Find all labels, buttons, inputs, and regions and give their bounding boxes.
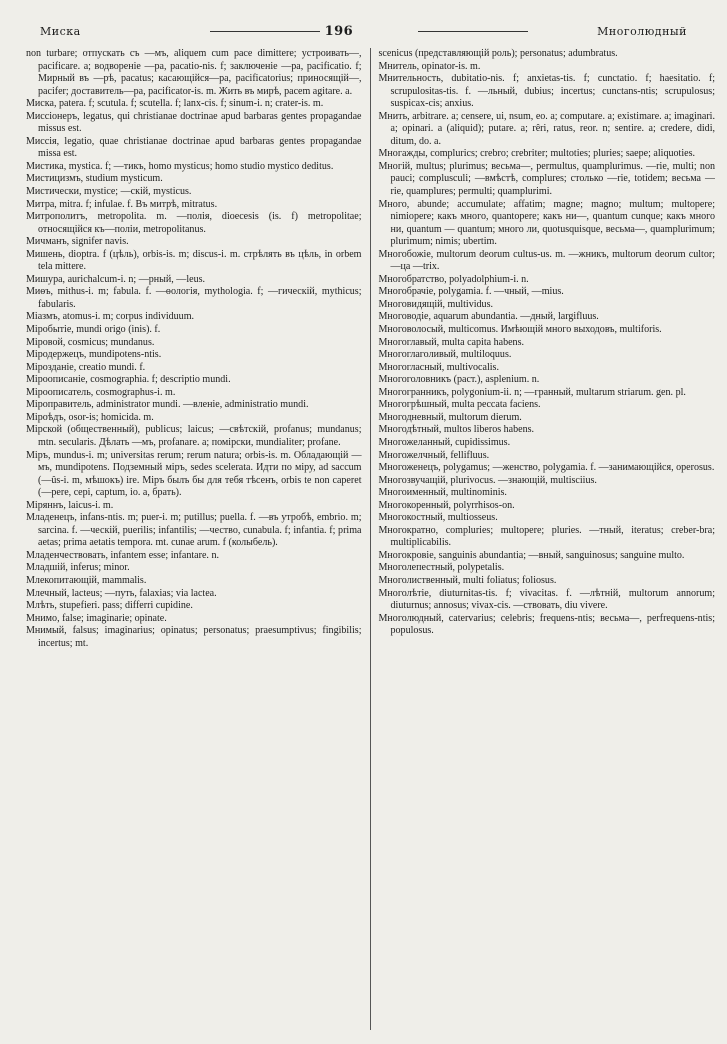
dictionary-entry: Мнительность, dubitatio-nis. f; anxietas-tis. f; cunctatio. f; haesitatio. f; scrupulositas-tis. f. —льный, dubius; incertus; cunctans-ntis; scrupulosus; suspicax-cis; anxius. bbox=[378, 73, 715, 110]
dictionary-entry: Мнитель, opinator-is. m. bbox=[378, 60, 481, 72]
dictionary-entry: Многобратство, polyadolphium-i. n. bbox=[378, 273, 529, 285]
dictionary-entry: Многогласный, multivocalis. bbox=[378, 361, 499, 373]
dictionary-entry: Многобрачіе, polygamia. f. —чный, —mius. bbox=[378, 286, 564, 298]
running-header bbox=[40, 22, 687, 40]
dictionary-entry: Мірозданіе, creatio mundi. f. bbox=[26, 361, 146, 373]
dictionary-entry: Многолепестный, polypetalis. bbox=[378, 562, 505, 574]
two-column-body bbox=[26, 48, 715, 1030]
dictionary-entry: Многозвучащій, plurivocus. —знающій, multisciius. bbox=[378, 474, 597, 486]
dictionary-entry: Міродержецъ, mundipotens-ntis. bbox=[26, 349, 162, 361]
dictionary-entry: Мнимый, falsus; imaginarius; opinatus; personatus; praesumptivus; fingibilis; incertus; mt. bbox=[26, 625, 362, 649]
dictionary-entry: Міробытіе, mundi origo (inis). f. bbox=[26, 324, 161, 336]
dictionary-entry: Младенецъ, infans-ntis. m; puer-i. m; putillus; puella. f. —въ утробѣ, embrio. m; sarcina. f. —ческій, puerilis; infantilis; —чество, cunabula. f; infantia. f; prima aetas; prima aetatis tempora. mt. cunae arum. f (колыбель). bbox=[26, 512, 362, 549]
dictionary-entry: Мистика, mystica. f; —тикъ, homo mysticus; homo studio mystico deditus. bbox=[26, 160, 334, 172]
dictionary-entry: Мистически, mystice; —скій, mysticus. bbox=[26, 186, 192, 198]
dictionary-entry: Мірской (общественный), publicus; laicus; —свѣтскій, profanus; mundanus; mtn. secularis. Дѣлать —мъ, profanare. a; помірски, mundialiter; profane. bbox=[26, 424, 362, 448]
right-column bbox=[371, 48, 716, 1030]
dictionary-entry: non turbare; отпускать съ —мъ, aliquem cum pace dimittere; устроивать—, pacificare. a; водвореніе —pa, pacatio-nis. f; заключеніе —pa, pacificatio. f; Мирный въ —рѣ, pacatus; касающійся—pa, pacificatorius; приносящій—, pacifer; доставитель—pa, pacificator-is. m. Жить въ мирѣ, pacem agitare. a. bbox=[26, 48, 362, 97]
header-left-word: Миска bbox=[40, 24, 81, 38]
dictionary-entry: Митрополитъ, metropolita. m. —полія, dioecesis (is. f) metropolitae; относящійся къ—поліи, metropolitanus. bbox=[26, 211, 362, 235]
dictionary-entry: Многоглаголивый, multiloquus. bbox=[378, 349, 512, 361]
dictionary-entry: Многоглавый, multa capita habens. bbox=[378, 336, 525, 348]
dictionary-entry: Много, abunde; accumulate; affatim; magne; magno; multum; multopere; nimiopere; какъ много, quantopere; какъ ни—, quantum cunque; какъ много ни, quantum — quantum; много ли, quotusquisque, весьма—, quamplurimum; plurimum; nimis; ubertim. bbox=[378, 198, 715, 248]
dictionary-entry: Мистицизмъ, studium mysticum. bbox=[26, 173, 163, 185]
dictionary-entry: Млекопитающій, mammalis. bbox=[26, 574, 147, 586]
dictionary-entry: Многогранникъ, polygonium-ii. n; —гранный, multarum striarum. gen. pl. bbox=[378, 386, 686, 398]
dictionary-entry: Миѳъ, mithus-i. m; fabula. f. —ѳологія, mythologia. f; —гическій, mythicus; fabularis. bbox=[26, 286, 362, 310]
dictionary-entry: Міръ, mundus-i. m; universitas rerum; rerum natura; orbis-is. m. Обладающій —мъ, mundipotens. Подземный міръ, sedes scelerata. Идти по міру, ad saccum (—ûs-i. m, мѣшокъ) ire. Міръ былъ бы для тебя тѣсенъ, orbis te non caperet (—pere, cepi, captum, io. a, брать). bbox=[26, 449, 362, 499]
dictionary-entry: Миска, patera. f; scutula. f; scutella. f; lanx-cis. f; sinum-i. n; crater-is. m. bbox=[26, 98, 324, 110]
dictionary-entry: Многажды, complurics; crebro; crebriter; multoties; pluries; saepe; aliquoties. bbox=[378, 148, 696, 160]
header-rule-right bbox=[418, 31, 528, 32]
dictionary-entry: Младенчествовать, infantem esse; infantare. n. bbox=[26, 549, 219, 561]
dictionary-entry: Многоволосый, multicomus. Имѣющій много выходовъ, multiforis. bbox=[378, 324, 662, 336]
dictionary-entry: Міряннъ, laicus-i. m. bbox=[26, 499, 114, 511]
dictionary-entry: Многогрѣшный, multa peccata faciens. bbox=[378, 399, 541, 411]
dictionary-entry: Митра, mitra. f; infulae. f. Въ митрѣ, mitratus. bbox=[26, 198, 218, 210]
dictionary-entry: Миссіонеръ, legatus, qui christianae doctrinae apud barbaras gentes propagandae missus est. bbox=[26, 110, 362, 135]
dictionary-entry: Мнимо, false; imaginarie; opinate. bbox=[26, 612, 167, 624]
dictionary-entry: Многоводіе, aquarum abundantia. —дный, largifluus. bbox=[378, 311, 599, 323]
page-number: 196 bbox=[324, 23, 354, 39]
dictionary-entry: Многокостный, multiosseus. bbox=[378, 512, 498, 524]
dictionary-entry: Миссія, legatio, quae christianae doctrinae apud barbaras gentes propagandae missa est. bbox=[26, 135, 362, 160]
dictionary-entry: Многовидящій, multividus. bbox=[378, 298, 494, 310]
dictionary-entry: Многолюдный, catervarius; celebris; frequens-ntis; весьма—, perfrequens-ntis; populosus. bbox=[378, 612, 715, 637]
dictionary-entry: Многократно, compluries; multopere; pluries. —тный, iteratus; creber-bra; multiplicabilis. bbox=[378, 524, 715, 549]
dictionary-entry: Многодневный, multorum dierum. bbox=[378, 411, 522, 423]
dictionary-entry: Многоименный, multinominis. bbox=[378, 487, 507, 499]
dictionary-entry: Многобожіе, multorum deorum cultus-us. m. —жникъ, multorum deorum cultor; —ца —trix. bbox=[378, 248, 715, 273]
dictionary-entry: scenicus (представляющій роль); personatus; adumbratus. bbox=[378, 48, 618, 59]
dictionary-entry: Многій, multus; plurimus; весьма—, permultus, quamplurimus. —rie, multi; non pauci; complusculi; —вмѣстѣ, complures; столько —rie, totidem; весьма —rie, quamplures; permulti; quamplurimi. bbox=[378, 160, 715, 198]
dictionary-entry: Міроописатель, cosmographus-i. m. bbox=[26, 386, 176, 398]
header-rule-left bbox=[210, 31, 320, 32]
dictionary-entry: Мишура, aurichalcum-i. n; —рный, —leus. bbox=[26, 273, 206, 285]
dictionary-entry: Многолиственный, multi foliatus; foliosus. bbox=[378, 574, 557, 586]
dictionary-entry: Міроописаніе, cosmographia. f; descriptio mundi. bbox=[26, 374, 231, 386]
dictionary-entry: Мичманъ, signifer navis. bbox=[26, 236, 129, 248]
left-column bbox=[26, 48, 371, 1030]
header-right-word: Многолюдный bbox=[597, 24, 687, 38]
dictionary-entry: Міазмъ, atomus-i. m; corpus individuum. bbox=[26, 311, 195, 323]
dictionary-entry: Млѣть, stupefieri. pass; differri cupidine. bbox=[26, 600, 193, 612]
dictionary-entry: Младшій, inferus; minor. bbox=[26, 562, 130, 574]
dictionary-entry: Многокоренный, polyrrhisos-on. bbox=[378, 499, 515, 511]
dictionary-entry: Многолѣтіе, diuturnitas-tis. f; vivacitas. f. —лѣтній, multorum annorum; diuturnus; annosus; vivax-cis. —ствовать, diu vivere. bbox=[378, 587, 715, 612]
dictionary-entry: Многодѣтный, multos liberos habens. bbox=[378, 424, 535, 436]
dictionary-entry: Многокровіе, sanguinis abundantia; —вный, sanguinosus; sanguine multo. bbox=[378, 549, 685, 561]
dictionary-entry: Многожеланный, cupidissimus. bbox=[378, 436, 511, 448]
dictionary-entry: Многоголовникъ (раст.), asplenium. n. bbox=[378, 374, 540, 386]
dictionary-entry: Млечный, lacteus; —путь, falaxias; via lactea. bbox=[26, 587, 217, 599]
dictionary-entry: Многожелчный, fellifluus. bbox=[378, 449, 490, 461]
dictionary-entry: Многоженецъ, polygamus; —женство, polygamia. f. —занимающійся, operosus. bbox=[378, 462, 715, 474]
dictionary-entry: Міроправитель, administrator mundi. —вленіе, administratio mundi. bbox=[26, 399, 309, 411]
dictionary-entry: Міроѣдъ, osor-is; homicida. m. bbox=[26, 411, 154, 423]
dictionary-entry: Мнить, arbitrare. a; censere, ui, nsum, eo. a; computare. a; existimare. a; imaginari. a; opinari. a (aliquid); putare. a; rêri, ratus, reor. n; sentire. a; credere, didi, ditum, do. a. bbox=[378, 110, 715, 147]
dictionary-entry: Мишень, dioptra. f (цѣль), orbis-is. m; discus-i. m. стрѣлять въ цѣль, in orbem tela mittere. bbox=[26, 248, 362, 273]
dictionary-entry: Міровой, cosmicus; mundanus. bbox=[26, 336, 155, 348]
